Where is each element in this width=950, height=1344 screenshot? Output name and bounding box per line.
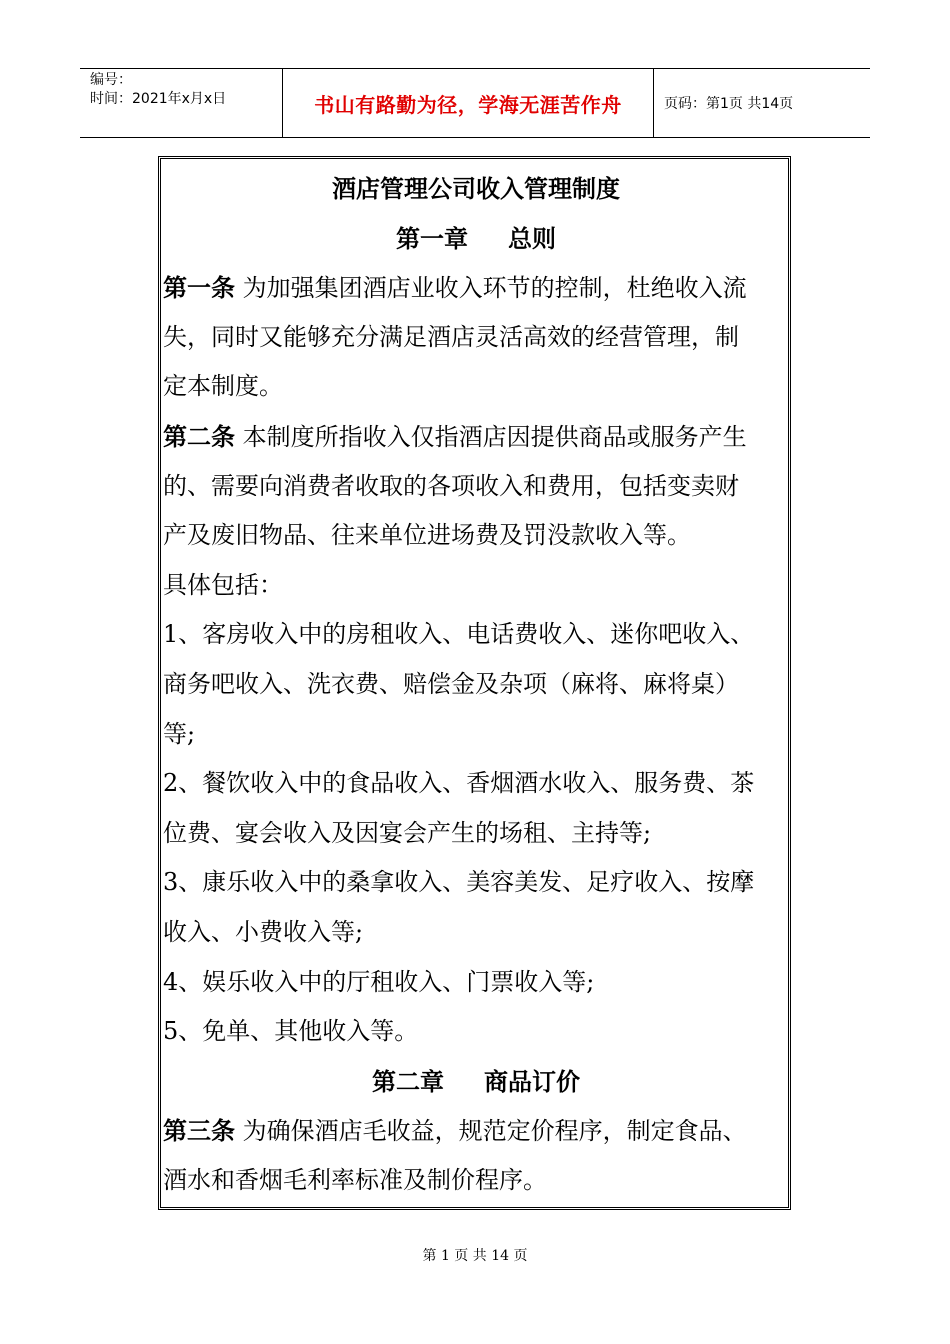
chapter-name: 总则	[508, 223, 556, 253]
article-line: 定本制度。	[163, 372, 283, 401]
article-line	[163, 263, 789, 313]
header-page-info: 页码：第1页 共14页	[664, 96, 794, 112]
list-item: 位费、宴会收入及因宴会产生的场租、主持等;	[163, 818, 652, 847]
article-line: 产及废旧物品、往来单位进场费及罚没款收入等。	[163, 521, 691, 550]
header-motto-cell	[283, 69, 654, 137]
list-intro: 具体包括：	[163, 570, 283, 599]
list-item: 2、餐饮收入中的食品收入、香烟酒水收入、服务费、茶	[163, 769, 755, 798]
article-line	[163, 1106, 789, 1156]
list-item: 1、客房收入中的房租收入、电话费收入、迷你吧收入、	[163, 620, 755, 649]
list-item: 3、康乐收入中的桑拿收入、美容美发、足疗收入、按摩	[163, 868, 755, 897]
article-line: 的、需要向消费者收取的各项收入和费用，包括变卖财	[163, 471, 739, 500]
document-title: 酒店管理公司收入管理制度	[332, 174, 620, 203]
page-header	[80, 68, 870, 138]
article-line: 失，同时又能够充分满足酒店灵活高效的经营管理，制	[163, 322, 739, 351]
chapter-name: 商品订价	[484, 1066, 580, 1096]
article-label: 第三条	[163, 1116, 235, 1146]
header-meta	[80, 69, 283, 137]
chapter-heading-1	[163, 214, 789, 264]
page-footer: 第 1 页 共 14 页	[422, 1248, 528, 1264]
list-item: 5、免单、其他收入等。	[163, 1017, 419, 1046]
document-body	[163, 164, 789, 1205]
document-date: 时间：2021年x月x日	[90, 91, 227, 107]
article-line: 酒水和香烟毛利率标准及制价程序。	[163, 1165, 547, 1194]
chapter-heading-2	[163, 1057, 789, 1107]
article-text: 为加强集团酒店业收入环节的控制，杜绝收入流	[242, 274, 747, 303]
article-label: 第二条	[163, 421, 235, 451]
header-motto: 书山有路勤为径，学海无涯苦作舟	[314, 92, 622, 117]
list-item: 商务吧收入、洗衣费、赔偿金及杂项（麻将、麻将桌）	[163, 669, 739, 698]
chapter-number: 第二章	[372, 1066, 444, 1096]
document-number: 编号：	[90, 72, 132, 88]
article-line	[163, 412, 789, 462]
list-item: 4、娱乐收入中的厅租收入、门票收入等;	[163, 967, 595, 996]
article-text: 本制度所指收入仅指酒店因提供商品或服务产生	[242, 422, 747, 451]
list-item: 收入、小费收入等;	[163, 917, 364, 946]
article-text: 为确保酒店毛收益，规范定价程序，制定食品、	[242, 1117, 747, 1146]
chapter-number: 第一章	[396, 223, 468, 253]
article-label: 第一条	[163, 273, 235, 303]
list-item: 等;	[163, 719, 196, 748]
